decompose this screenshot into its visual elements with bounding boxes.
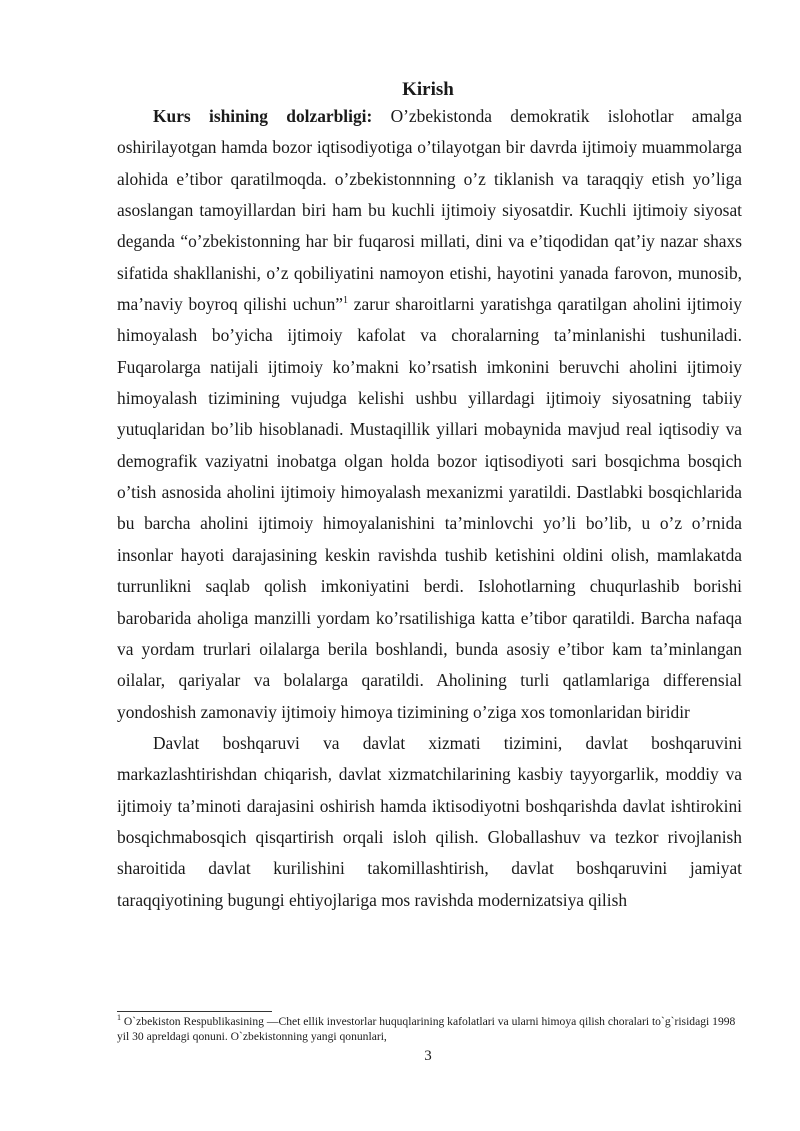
paragraph-text: zarur sharoitlarni yaratishga qaratilgan aholini ijtimoiy himoyalash bo’yicha ijtimoiy kafolat va choralarning ta’minlanishi tushuniladi. Fuqarolarga natijali ijtimoiy ko’makni ko’rsatish imkonini beruvchi aholini ijtimoiy himoyalash tizimining vujudga kelishi ushbu yillardagi ijtimoiy siyosatning tabiiy yutuqlaridan bo’lib hisoblanadi. Mustaqillik yillari mobaynida mavjud real iqtisodiy va demografik vaziyatni inobatga olgan holda bozor iqtisodiyoti sari bosqichma bosqich o’tish asnosida aholini ijtimoiy himoyalash mexanizmi yaratildi. Dastlabki bosqichlarida bu barcha aholini ijtimoiy himoyalanishini ta’minlovchi yo’li bo’lib, u o’z o’rnida insonlar hayoti darajasining keskin ravishda tushib ketishini oldini olish, mamlakatda turrunlikni saqlab qolish imkoniyatini berdi. Islohotlarning chuqurlashib borishi barobarida aholiga manzilli yordam ko’rsatilishiga katta e’tibor qaratildi. Barcha nafaqa va yordam trurlari oilalarga berila boshlandi, bunda asosiy e’tibor kam ta’minlangan oilalar, qariyalar va bolalarga qaratildi. Aholining turli qatlamlariga differensial yondoshish zamonaviy ijtimoiy himoya tizimining o’ziga xos tomonlaridan biridir — [117, 294, 742, 722]
page-number: 3 — [424, 1048, 432, 1064]
footnote-divider — [117, 1011, 272, 1012]
paragraph-lead: Kurs ishining dolzarbligi: — [153, 106, 373, 126]
paragraph-public-administration: Davlat boshqaruvi va davlat xizmati tizimini, davlat boshqaruvini markazlashtirishdan chiqarish, davlat xizmatchilarining kasbiy tayyorgarlik, moddiy va ijtimoiy ta’minoti darajasini oshirish hamda iktisodiyotni boshqarishda davlat ishtirokini bosqichmabosqich qisqartirish orqali isloh qilish. Globallashuv va tezkor rivojlanish sharoitida davlat kurilishini takomillashtirish, davlat boshqaruvini jamiyat taraqqiyotining bugungi ehtiyojlariga mos ravishda modernizatsiya qilish — [117, 732, 742, 910]
paragraph-text: O’zbekistonda demokratik islohotlar amalga oshirilayotgan hamda bozor iqtisodiyotiga o’tilayotgan bir davrda ijtimoiy muammolarga alohida e’tibor qaratilmoqda. o’zbekistonnning o’z tiklanish va taraqqiy etish yo’liga asoslangan tamoyillardan biri ham bu kuchli ijtimoiy siyosatdir. Kuchli ijtimoiy siyosat deganda “o’zbekistonning har bir fuqarosi millati, dini va e’tiqodidan qat’iy nazar shaxs sifatida shakllanishi, o’z qobiliyatini namoyon etishi, hayotini yanada farovon, munosib, ma’naviy boyroq qilishi uchun” — [117, 106, 743, 315]
footnote — [117, 1015, 742, 1044]
paragraph-relevance — [117, 101, 742, 728]
body-text — [117, 101, 742, 916]
page-title: Kirish — [402, 79, 454, 100]
footnote-marker: 1 — [117, 1013, 121, 1023]
footnote-reference[interactable]: 1 — [343, 295, 348, 307]
footnote-text: O`zbekiston Respublikasining ―Chet ellik investorlar huquqlarining kafolatlari va ularni himoya qilish choralari to`g`risidagi 1998 yil 30 apreldagi qonuni. O`zbekistonning yangi qonunlari, — [117, 1015, 736, 1043]
